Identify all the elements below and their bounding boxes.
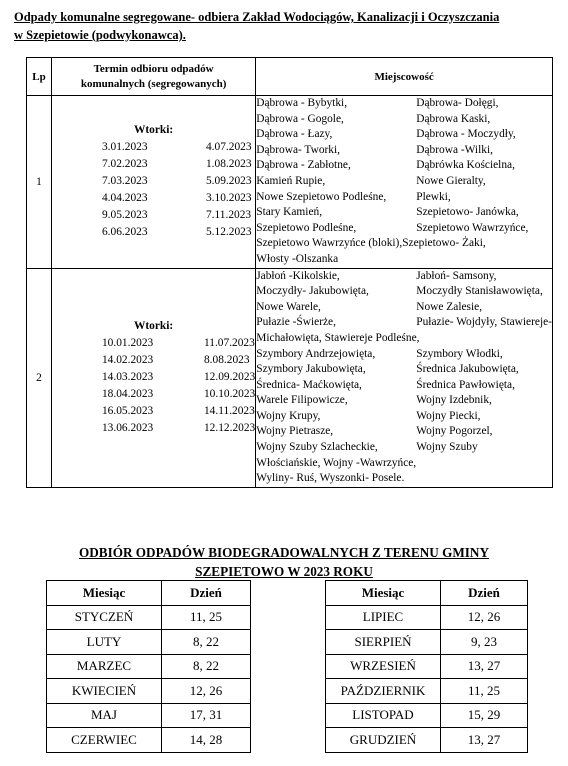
locality-name: Moczydły- Jakubowięta, — [256, 285, 369, 298]
locality-name: Wojny Piecki, — [416, 409, 481, 422]
pickup-date: 14.02.2023 — [101, 354, 154, 367]
pickup-date: 5.12.2023 — [205, 226, 252, 239]
pickup-date-row — [52, 420, 255, 437]
locality-row — [256, 269, 552, 285]
localities-cell — [256, 268, 553, 487]
locality-row — [256, 284, 552, 300]
pickup-date: 6.06.2023 — [101, 226, 148, 239]
locality-name: Jabłoń- Samsony, — [416, 269, 497, 282]
bio-row — [326, 630, 528, 655]
bio-right-header-month: Miesiąc — [326, 581, 441, 606]
pickup-date: 13.06.2023 — [101, 422, 154, 435]
locality-name: Dąbrowa - Gogole, — [256, 112, 344, 125]
bio-month: GRUDZIEŃ — [326, 728, 441, 753]
locality-name: Średnica Jakubowięta, — [416, 363, 519, 376]
locality-row — [256, 440, 552, 456]
pickup-date-row — [52, 139, 255, 156]
pickup-date: 12.09.2023 — [203, 371, 256, 384]
pickup-date: 3.01.2023 — [101, 141, 148, 154]
locality-name: Średnica- Maćkowięta, — [256, 378, 362, 391]
locality-name: Nowe Szepietowo Podleśne, — [256, 190, 387, 203]
row-number: 1 — [27, 96, 52, 269]
locality-row — [256, 362, 552, 378]
schedule-table — [26, 57, 553, 488]
bio-month: LUTY — [47, 630, 162, 655]
bio-row — [47, 605, 251, 630]
pickup-date: 4.07.2023 — [205, 141, 252, 154]
pickup-date-row — [52, 386, 255, 403]
pickup-date-row — [52, 335, 255, 352]
pickup-date: 4.04.2023 — [101, 192, 148, 205]
locality-name: Dąbrowa- Dołęgi, — [416, 97, 499, 109]
bio-month: LIPIEC — [326, 605, 441, 630]
locality-row — [256, 424, 552, 440]
locality-name: Szepietowo- Janówka, — [416, 206, 519, 219]
bio-row — [326, 728, 528, 753]
bio-days: 13, 27 — [441, 654, 528, 679]
locality-row — [256, 315, 552, 331]
heading-line-2: w Szepietowie (podwykonawca). — [14, 28, 186, 42]
locality-name: Dąbrowa - Łazy, — [256, 128, 333, 141]
bio-row — [47, 654, 251, 679]
locality-row — [256, 96, 552, 112]
bio-row — [47, 728, 251, 753]
bio-left-header-month: Miesiąc — [47, 581, 162, 606]
locality-line: Wyliny- Ruś, Wyszonki- Posele. — [256, 472, 405, 485]
pickup-date: 14.03.2023 — [101, 371, 154, 384]
bio-days: 13, 27 — [441, 728, 528, 753]
locality-line: Włościańskie, Wojny -Wawrzyńce, — [256, 456, 417, 469]
bio-left-header-day: Dzień — [162, 581, 251, 606]
row-number: 2 — [27, 268, 52, 487]
locality-name: Dąbrowa - Moczydły, — [416, 128, 516, 141]
locality-row — [256, 221, 552, 237]
bio-row — [47, 703, 251, 728]
locality-row — [256, 393, 552, 409]
pickup-date: 10.01.2023 — [101, 337, 154, 350]
pickup-date: 16.05.2023 — [101, 405, 154, 418]
pickup-date: 8.08.2023 — [203, 354, 250, 367]
bio-title-line-2: SZEPIETOWO W 2023 ROKU — [195, 564, 373, 579]
pickup-dates-list — [52, 139, 255, 241]
bio-table-right — [325, 580, 528, 753]
locality-row — [256, 378, 552, 394]
locality-name: Wojny Izdebnik, — [416, 394, 492, 407]
bio-days: 17, 31 — [162, 703, 251, 728]
pickup-date: 3.10.2023 — [205, 192, 252, 205]
locality-row — [256, 205, 552, 221]
locality-name: Średnica Pawłowięta, — [416, 378, 515, 391]
bio-right-header-row — [326, 581, 528, 606]
pickup-date: 11.07.2023 — [203, 337, 255, 350]
locality-name: Stary Kamień, — [256, 206, 323, 219]
locality-row — [256, 190, 552, 206]
bio-row — [326, 703, 528, 728]
locality-row — [256, 300, 552, 316]
locality-row — [256, 409, 552, 425]
bio-days: 12, 26 — [441, 605, 528, 630]
bio-right-header-day: Dzień — [441, 581, 528, 606]
pickup-date: 1.08.2023 — [205, 158, 252, 171]
bio-days: 15, 29 — [441, 703, 528, 728]
locality-name: Szymbory Jakubowięta, — [256, 363, 366, 376]
schedule-header-row — [27, 58, 553, 96]
bio-month: WRZESIEŃ — [326, 654, 441, 679]
heading-line-1: Odpady komunalne segregowane- odbiera Zakład Wodociągów, Kanalizacji i Oczyszczania — [14, 10, 500, 24]
bio-month: LISTOPAD — [326, 703, 441, 728]
locality-name: Dąbrowa -Wilki, — [416, 143, 493, 156]
pickup-date: 9.05.2023 — [101, 209, 148, 222]
locality-name: Kamień Rupie, — [256, 174, 326, 187]
locality-row — [256, 143, 552, 159]
locality-name: Szymbory Andrzejowięta, — [256, 347, 376, 360]
bio-row — [326, 654, 528, 679]
locality-name: Plewki, — [416, 190, 451, 203]
pickup-date-row — [52, 369, 255, 386]
locality-row — [256, 127, 552, 143]
pickup-dates-cell — [51, 268, 255, 487]
bio-title-line-1: ODBIÓR ODPADÓW BIODEGRADOWALNYCH Z TERENU GMINY — [79, 545, 489, 560]
locality-name: Dąbrowa - Zabłotne, — [256, 159, 351, 172]
locality-name: Szepietowo Podleśne, — [256, 221, 357, 234]
locality-name: Szepietowo Wawrzyńce, — [416, 221, 529, 234]
pickup-date: 7.03.2023 — [101, 175, 148, 188]
bio-month: KWIECIEŃ — [47, 679, 162, 704]
pickup-date-row — [52, 156, 255, 173]
document-heading — [14, 8, 554, 44]
bio-month: STYCZEŃ — [47, 605, 162, 630]
pickup-date: 12.12.2023 — [203, 422, 256, 435]
schedule-row — [27, 96, 553, 269]
pickup-date-row — [52, 352, 255, 369]
locality-line: Michałowięta, Stawiereje Podleśne, — [256, 331, 420, 344]
header-term-line-1: Termin odbioru odpadów — [93, 62, 214, 75]
bio-row — [326, 679, 528, 704]
localities-cell — [256, 96, 553, 269]
bio-days: 11, 25 — [162, 605, 251, 630]
locality-name: Wojny Pogorzel, — [416, 425, 493, 438]
pickup-date: 7.11.2023 — [205, 209, 252, 222]
pickup-date-row — [52, 224, 255, 241]
pickup-date: 10.10.2023 — [203, 388, 256, 401]
locality-name: Wojny Szuby — [416, 441, 478, 454]
bio-days: 9, 23 — [441, 630, 528, 655]
locality-row — [256, 347, 552, 363]
locality-row — [256, 112, 552, 128]
bio-left-header-row — [47, 581, 251, 606]
pickup-day-label: Wtorki: — [134, 320, 174, 333]
pickup-date: 18.04.2023 — [101, 388, 154, 401]
bio-row — [47, 679, 251, 704]
bio-days: 11, 25 — [441, 679, 528, 704]
locality-name: Wojny Szuby Szlacheckie, — [256, 441, 378, 454]
bio-table-left — [46, 580, 251, 753]
header-term-line-2: komunalnych (segregowanych) — [80, 77, 227, 90]
header-lp: Lp — [27, 58, 52, 96]
bio-month: PAŹDZIERNIK — [326, 679, 441, 704]
locality-name: Jabłoń -Kikolskie, — [256, 269, 340, 282]
locality-row — [256, 158, 552, 174]
locality-name: Szymbory Włodki, — [416, 347, 503, 360]
bio-days: 14, 28 — [162, 728, 251, 753]
pickup-dates-cell — [51, 96, 255, 269]
bio-row — [326, 605, 528, 630]
locality-name: Pułazie -Świerże, — [256, 316, 336, 329]
bio-days: 8, 22 — [162, 630, 251, 655]
locality-name: Wojny Pietrasze, — [256, 425, 334, 438]
pickup-date-row — [52, 190, 255, 207]
pickup-date: 7.02.2023 — [101, 158, 148, 171]
bio-row — [47, 630, 251, 655]
pickup-date-row — [52, 207, 255, 224]
bio-days: 8, 22 — [162, 654, 251, 679]
locality-name: Nowe Gieralty, — [416, 174, 486, 187]
locality-name: Moczydły Stanisławowięta, — [416, 285, 543, 298]
locality-line: Szepietowo Wawrzyńce (bloki),Szepietowo- Żaki, — [256, 237, 486, 250]
bio-month: SIERPIEŃ — [326, 630, 441, 655]
locality-row — [256, 174, 552, 190]
locality-name: Dąbrowa- Tworki, — [256, 143, 341, 156]
locality-name: Dąbrówka Kościelna, — [416, 159, 515, 172]
locality-name: Dąbrowa - Bybytki, — [256, 97, 348, 109]
header-place: Miejscowość — [256, 58, 553, 96]
bio-month: MAJ — [47, 703, 162, 728]
pickup-date: 14.11.2023 — [203, 405, 255, 418]
bio-month: MARZEC — [47, 654, 162, 679]
header-term — [51, 58, 255, 96]
locality-name: Wojny Krupy, — [256, 409, 321, 422]
locality-name: Nowe Warele, — [256, 300, 321, 313]
pickup-date-row — [52, 403, 255, 420]
pickup-date: 5.09.2023 — [205, 175, 252, 188]
pickup-day-label: Wtorki: — [134, 124, 174, 137]
locality-name: Warele Filipowicze, — [256, 394, 348, 407]
bio-title — [20, 543, 548, 581]
locality-name: Dąbrowa Kaski, — [416, 112, 491, 125]
locality-name: Nowe Zalesie, — [416, 300, 483, 313]
pickup-dates-list — [52, 335, 255, 437]
schedule-row — [27, 268, 553, 487]
locality-line: Włosty -Olszanka — [256, 252, 339, 265]
bio-month: CZERWIEC — [47, 728, 162, 753]
pickup-date-row — [52, 173, 255, 190]
locality-name: Pułazie- Wojdyły, Stawiereje- — [416, 316, 552, 329]
bio-days: 12, 26 — [162, 679, 251, 704]
